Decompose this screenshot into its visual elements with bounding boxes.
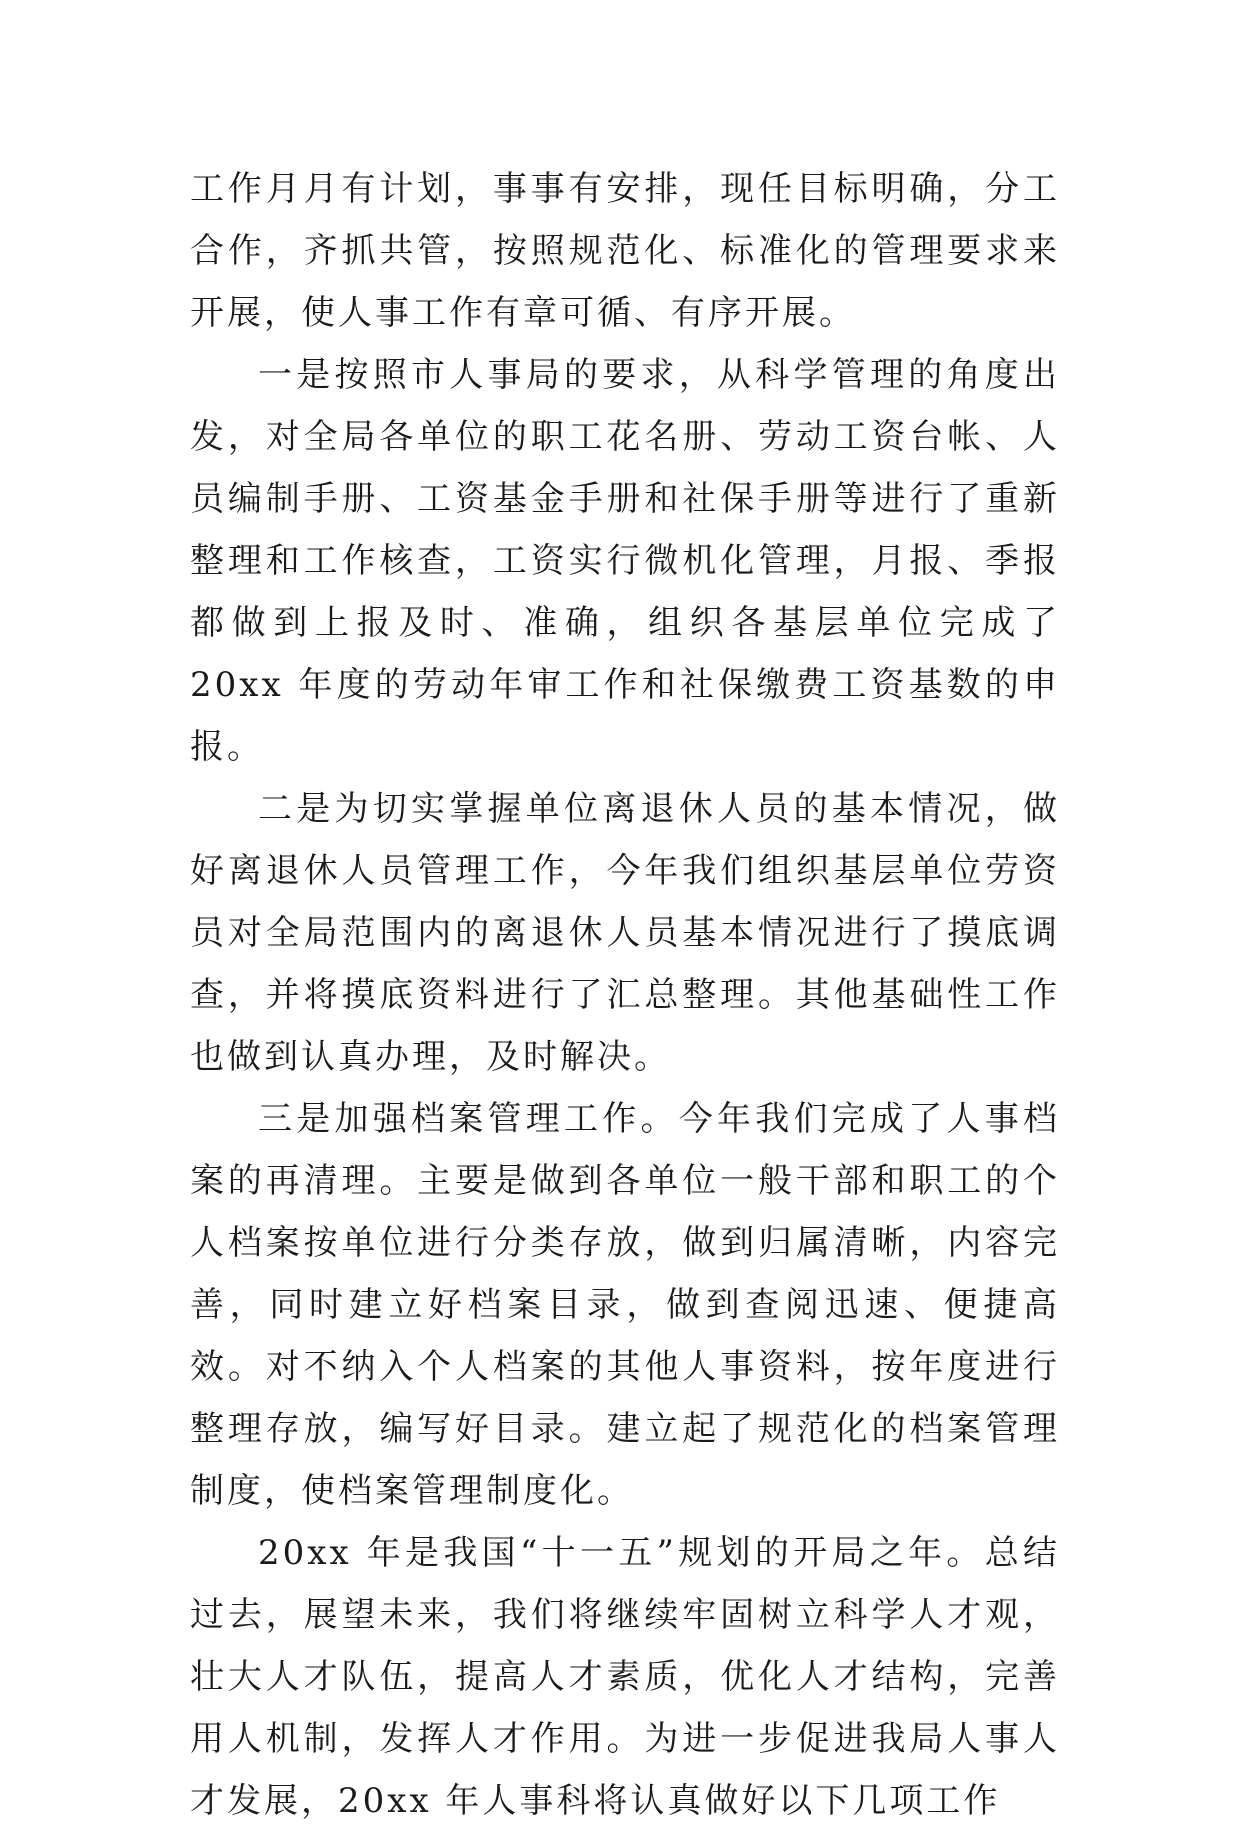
- document-body: [190, 158, 1060, 1832]
- paragraph-item-three: 三是加强档案管理工作。今年我们完成了人事档案的再清理。主要是做到各单位一般干部和职工的个人档案按单位进行分类存放，做到归属清晰，内容完善，同时建立好档案目录，做到查阅迅速、便捷高效。对不纳入个人档案的其他人事资料，按年度进行整理存放，编写好目录。建立起了规范化的档案管理制度，使档案管理制度化。: [190, 1099, 1060, 1511]
- paragraph-outlook: 20xx 年是我国“十一五”规划的开局之年。总结过去，展望未来，我们将继续牢固树立科学人才观，壮大人才队伍，提高人才素质，优化人才结构，完善用人机制，发挥人才作用。为进一步促进我局人事人才发展，20xx 年人事科将认真做好以下几项工作: [190, 1533, 1060, 1821]
- paragraph-item-two: 二是为切实掌握单位离退休人员的基本情况，做好离退休人员管理工作，今年我们组织基层单位劳资员对全局范围内的离退休人员基本情况进行了摸底调查，并将摸底资料进行了汇总整理。其他基础性工作也做到认真办理，及时解决。: [190, 789, 1060, 1077]
- paragraph-item-one: 一是按照市人事局的要求，从科学管理的角度出发，对全局各单位的职工花名册、劳动工资台帐、人员编制手册、工资基金手册和社保手册等进行了重新整理和工作核查，工资实行微机化管理，月报、季报都做到上报及时、准确，组织各基层单位完成了 20xx 年度的劳动年审工作和社保缴费工资基数的申报。: [190, 355, 1060, 767]
- paragraph-continued: 工作月月有计划，事事有安排，现任目标明确，分工合作，齐抓共管，按照规范化、标准化的管理要求来开展，使人事工作有章可循、有序开展。: [190, 169, 1060, 333]
